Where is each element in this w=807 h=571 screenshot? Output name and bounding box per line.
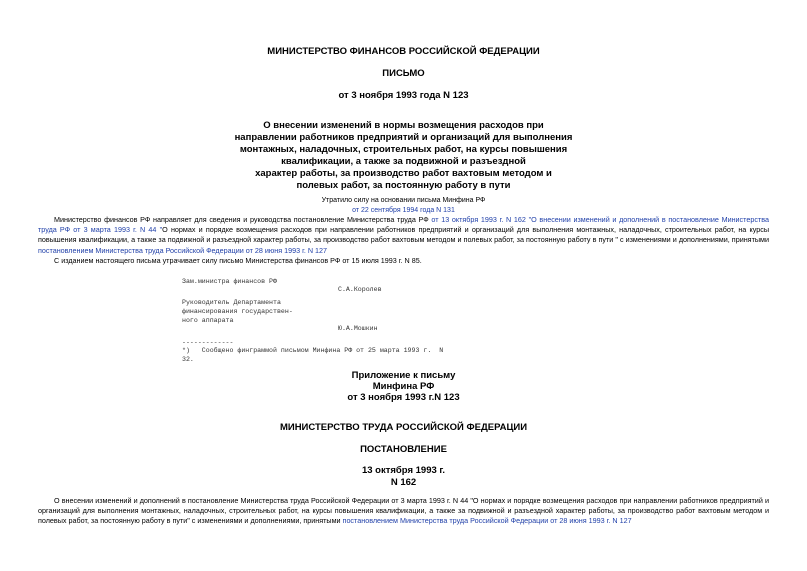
appendix-line: от 3 ноября 1993 г.N 123 [347, 392, 460, 403]
head-title-line: финансирования государствен- [182, 308, 293, 315]
head-name: Ю.А.Мошкин [338, 325, 378, 332]
body-paragraph-2: С изданием настоящего письма утрачивает силу письмо Министерства финансов РФ от 15 июля 1993 г. N 85. [54, 256, 422, 265]
title-line: О внесении изменений в нормы возмещения расходов при [263, 120, 544, 131]
resolution-number: N 162 [390, 477, 417, 488]
body-paragraph-1 [38, 215, 769, 256]
doc-type-heading: ПИСЬМО [382, 68, 425, 79]
deputy-title: Зам.министра финансов РФ [182, 278, 277, 285]
footnote-line: *) Сообщено финграммой письмом Минфина РФ от 25 марта 1993 г. N [182, 347, 444, 354]
resolution-127-link[interactable]: постановлением Министерства труда Российской Федерации от 28 июня 1993 г. N 127 [342, 516, 632, 526]
paragraph-text: Министерство финансов РФ направляет для сведения и руководства постановление Министерства труда РФ [54, 215, 432, 224]
appendix-line: Минфина РФ [372, 381, 435, 392]
status-link[interactable]: от 22 сентября 1994 года N 131 [352, 207, 455, 214]
deputy-name: С.А.Королев [338, 286, 382, 293]
title-line: монтажных, наладочных, строительных работ, на курсы повышения [239, 144, 568, 155]
title-line: направлении работников предприятий и организаций для выполнения [234, 132, 573, 143]
title-line: характер работы, за производство работ вахтовым методом и [255, 168, 552, 179]
date-number-heading: от 3 ноября 1993 года N 123 [338, 90, 469, 101]
title-line: полевых работ, за постоянную работу в пути [296, 180, 511, 191]
title-line: квалификации, а также за подвижной и разъездной [281, 156, 526, 167]
resolution-162-link[interactable]: от 13 октября 1993 г. N 162 "О внесении изменений и дополнений в постановление Министерства труда РФ от 3 марта 1993 г. N 44 " [38, 215, 769, 235]
ministry-heading: МИНИСТЕРСТВО ФИНАНСОВ РОССИЙСКОЙ ФЕДЕРАЦИИ [267, 46, 540, 57]
head-title-line: ного аппарата [182, 317, 234, 324]
footnote-line: 32. [182, 356, 194, 363]
resolution-127-link[interactable]: постановлением Министерства труда Российской Федерации от 28 июня 1993 г. N 127 [38, 245, 328, 255]
appendix-line: Приложение к письму [351, 370, 456, 381]
paragraph-text: О нормах и порядке возмещения расходов при направлении работников предприятий и организаций для выполнения монтажных, наладочных, строительных работ, на курсы повышения квалификации, а также за подвижной и разъездной характер работы, за производство работ вахтовым методом и полевых работ, за постоянную работу в пути " с изменениями и дополнениями, принятыми [38, 225, 769, 245]
resolution-date: 13 октября 1993 г. [361, 465, 446, 476]
resolution-heading: ПОСТАНОВЛЕНИЕ [360, 444, 447, 455]
paragraph-text: О внесении изменений и дополнений в постановление Министерства труда Российской Федерации от 3 марта 1993 г. N 44 "О нормах и порядке возмещения расходов при направлении работников предприятий и организаций для выполнения монтажных, наладочных, строительных работ, на курсы повышения квалификации, а также за подвижной и разъездной характер работы, за производство работ вахтовым методом и полевых работ, за постоянную работу в пути" с изменениями и дополнениями, принятыми [38, 496, 769, 526]
labor-ministry-heading: МИНИСТЕРСТВО ТРУДА РОССИЙСКОЙ ФЕДЕРАЦИИ [279, 422, 528, 433]
head-title-line: Руководитель Департамента [182, 299, 281, 306]
body-paragraph-3 [38, 496, 769, 527]
status-note: Утратило силу на основании письма Минфина РФ [321, 197, 486, 204]
footnote-separator: ------------- [182, 339, 234, 346]
